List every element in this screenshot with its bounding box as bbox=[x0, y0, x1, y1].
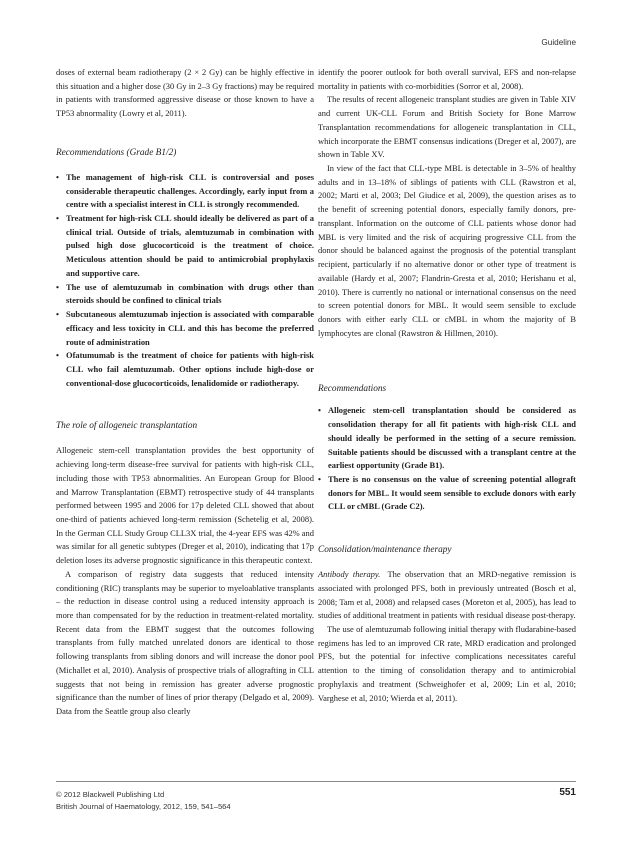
bullet-icon: • bbox=[318, 405, 321, 416]
recommendation-text: The management of high-risk CLL is controversial and poses considerable therapeutic challenges. Accordingly, early input from a centre with a specialist interest in CLL is strongly recommended. bbox=[66, 171, 314, 210]
recommendation-text: Allogeneic stem-cell transplantation should be considered as consolidation therapy for all fit patients with high-risk CLL and should ideally be performed in the setting of a secure remission. Suitable patients should be discussed with a transplant centre at the earliest opportunity (Grade B1). bbox=[328, 405, 576, 471]
bullet-icon: • bbox=[56, 350, 59, 361]
footer-divider bbox=[56, 781, 576, 782]
section-heading: Consolidation/maintenance therapy bbox=[318, 545, 452, 556]
bullet-icon: • bbox=[56, 309, 59, 320]
recommendation-text: Ofatumumab is the treatment of choice for patients with high-risk CLL who fail alemtuzumab. Other options include high-dose or conventional-dose glucocorticoids, lenalidomide or radiotherapy. bbox=[66, 350, 314, 388]
bullet-icon: • bbox=[56, 213, 59, 224]
recommendations-heading: Recommendations bbox=[318, 384, 387, 395]
recommendation-item bbox=[56, 281, 314, 308]
recommendation-text: Subcutaneous alemtuzumab injection is associated with comparable efficacy and less toxicity in CLL and this has become the preferred route of administration bbox=[66, 309, 314, 347]
recommendations-heading: Recommendations (Grade B1/2) bbox=[56, 147, 177, 158]
body-paragraph: A comparison of registry data suggests that reduced intensity conditioning (RIC) transplants may be superior to myeloablative transplants – the reduction in disease control using a reduced intensity approach is more than compensated for by the reduction in treatment-related mortality. Recent data from the EBMT suggest that the outcomes following transplants from fully matched unrelated donors are identical to those following transplants from sibling donors and will increase the donor pool (Michallet et al, 2010). Analysis of prospective trials of allografting in CLL suggests that not being in remission has greater adverse prognostic significance than the number of lines of prior therapy (Delgado et al, 2009). Data from the Seattle group also clearly bbox=[56, 568, 314, 717]
paragraph-lead-in: Antibody therapy. bbox=[318, 569, 381, 580]
recommendation-item bbox=[56, 212, 314, 281]
recommendation-text: There is no consensus on the value of screening potential allograft donors for MBL. It would seem sensible to exclude donors with early CLL or cMBL (Grade C2). bbox=[328, 473, 576, 512]
recommendation-text: The use of alemtuzumab in combination with drugs other than steroids should be confined to clinical trials bbox=[66, 281, 314, 306]
body-paragraph: doses of external beam radiotherapy (2 × 2 Gy) can be highly effective in this situation and a higher dose (30 Gy in 2–3 Gy fractions) may be required in patients with transformed aggressive disease or those known to have a TP53 abnormality (Lowry et al, 2011). bbox=[56, 67, 314, 119]
footer bbox=[56, 789, 231, 812]
bullet-icon: • bbox=[56, 281, 59, 292]
recommendation-item bbox=[56, 171, 314, 212]
body-paragraph: In view of the fact that CLL-type MBL is detectable in 3–5% of healthy adults and in 13–18% of siblings of patients with CLL (Rawstron et al, 2002; Marti et al, 2003; Del Giudice et al, 2009), the question arises as to the benefit of screening potential donors, especially family donors, pre-transplant. Information on the outcome of CLL patients whose donor had MBL is very limited and the risk of acquiring progressive CLL from the donor should be balanced against the prognosis of the potential transplant recipient, particularly if no alternative donor or other type of treatment is available (Hardy et al, 2007; Flandrin-Gresta et al, 2010; Herishanu et al, 2010). There is currently no national or international consensus on the need to screen potential donors for MBL. It would seem sensible to exclude donors with either early CLL or cMBL in whom the majority of B lymphocytes are clonal (Rawstron & Hillmen, 2010). bbox=[318, 163, 576, 338]
left-column bbox=[56, 66, 314, 719]
recommendations-list bbox=[318, 404, 576, 514]
bullet-icon: • bbox=[318, 473, 321, 484]
body-paragraph: Allogeneic stem-cell transplantation provides the best opportunity of achieving long-term disease-free survival for patients with high-risk CLL, including those with TP53 abnormalities. An European Group for Blood and Marrow Transplantation (EBMT) retrospective study of 44 transplants performed between 1995 and 2006 for 17p deleted CLL showed that about one-third of patients achieved long-term remission (Schetelig et al, 2008). In the German CLL Study Group CLL3X trial, the 4-year EFS was 42% and was similar for all genetic subtypes (Dreger et al, 2010), indicating that 17p deletion loses its adverse prognostic significance in this therapeutic context. bbox=[56, 445, 314, 566]
journal-citation: British Journal of Haematology, 2012, 159, 541–564 bbox=[56, 801, 231, 811]
recommendation-item bbox=[318, 473, 576, 514]
running-head: Guideline bbox=[541, 38, 576, 47]
body-paragraph bbox=[318, 568, 576, 623]
body-paragraph: The use of alemtuzumab following initial therapy with fludarabine-based regimens has led to an improved CR rate, MRD eradication and prolonged PFS, but the potential for infective complications necessitates careful attention to the timing of consolidation therapy and to antimicrobial prophylaxis and treatment (Schweighofer et al, 2009; Lin et al, 2010; Varghese et al, 2010; Wierda et al, 2011). bbox=[318, 624, 576, 703]
body-paragraph: identify the poorer outlook for both overall survival, EFS and non-relapse mortality in patients with co-morbidities (Sorror et al, 2008). bbox=[318, 67, 576, 91]
page-number: 551 bbox=[559, 787, 576, 798]
body-paragraph: The results of recent allogeneic transplant studies are given in Table XIV and current UK-CLL Forum and British Society for Bone Marrow Transplantation recommendations for allogeneic transplantation in CLL, which incorporate the EBMT consensus indications (Dreger et al, 2007), are shown in Table XV. bbox=[318, 94, 576, 160]
bullet-icon: • bbox=[56, 171, 59, 182]
recommendation-text: Treatment for high-risk CLL should ideally be delivered as part of a clinical trial. Outside of trials, alemtuzumab in combination with pulsed high dose glucocorticoid is the treatment of choice. Meticulous attention should be paid to antimicrobial prophylaxis and supportive care. bbox=[66, 213, 314, 278]
section-heading: The role of allogeneic transplantation bbox=[56, 421, 198, 432]
recommendation-item bbox=[56, 308, 314, 349]
right-column bbox=[318, 66, 576, 705]
recommendation-item bbox=[56, 349, 314, 390]
recommendation-item bbox=[318, 404, 576, 473]
recommendations-list bbox=[56, 171, 314, 391]
copyright-notice: © 2012 Blackwell Publishing Ltd bbox=[56, 790, 165, 799]
paragraph-text: The observation that an MRD-negative remission is associated with prolonged PFS, both in previously untreated (Bosch et al, 2008; Tam et al, 2008) and relapsed cases (Moreton et al, 2005), has lead to studies of additional treatment in patients with residual disease post-therapy. bbox=[318, 569, 576, 621]
